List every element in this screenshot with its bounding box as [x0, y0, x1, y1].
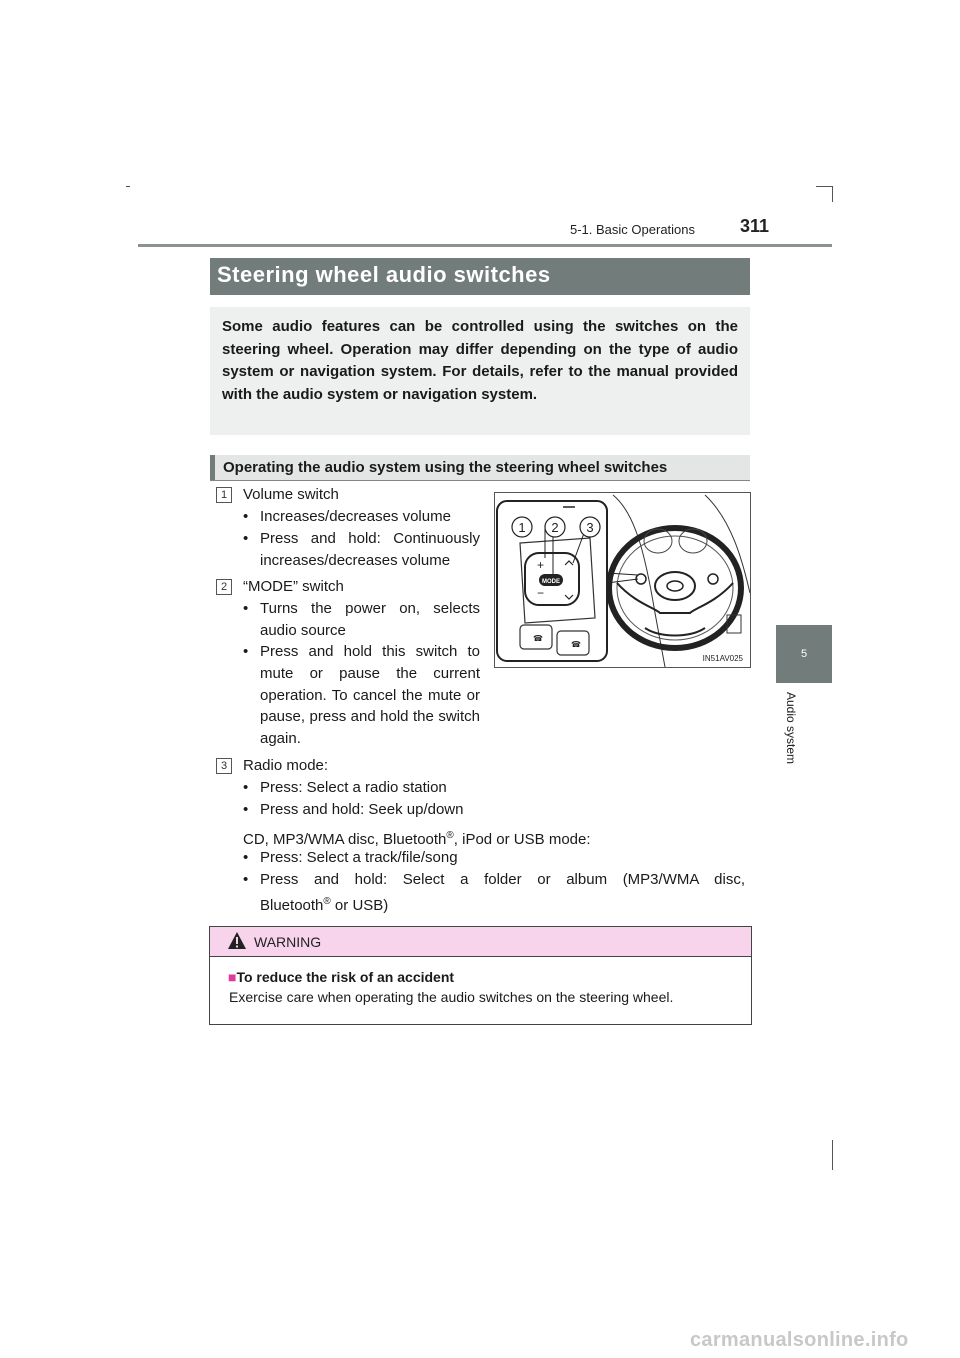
chapter-label-text: Audio system: [784, 692, 798, 765]
callout-3: 3: [586, 520, 594, 535]
crop-mark: [816, 186, 833, 187]
item-title: Volume switch: [243, 486, 339, 503]
chapter-tab[interactable]: 5: [776, 625, 832, 683]
callout-2: 2: [551, 520, 559, 535]
watermark: carmanualsonline.info: [690, 1329, 909, 1351]
bullet-text: Press: Select a radio station: [260, 779, 447, 796]
bullet-dot: •: [243, 849, 249, 866]
warning-box: [209, 926, 752, 1025]
warning-heading-text: To reduce the risk of an accident: [236, 969, 455, 985]
subsection-heading: [210, 455, 750, 481]
crop-mark: [832, 186, 833, 202]
bullet-text: Increases/decreases volume: [260, 508, 451, 525]
steering-wheel-illustration: [495, 493, 750, 667]
bullet-dot: •: [243, 779, 249, 796]
svg-text:−: −: [537, 586, 545, 600]
svg-text:☎: ☎: [571, 640, 581, 649]
crop-mark: [126, 186, 130, 187]
section-heading: 5-1. Basic Operations: [570, 222, 696, 237]
bullet-dot: •: [243, 530, 249, 547]
callout-1: 1: [518, 520, 526, 535]
warning-triangle-icon: [227, 931, 247, 950]
mode-text: MODE: [542, 579, 560, 585]
page-title: Steering wheel audio switches: [217, 262, 551, 287]
text-span: CD, MP3/WMA disc, Bluetooth: [243, 831, 447, 848]
item-title: “MODE” switch: [243, 578, 344, 595]
svg-text:☎: ☎: [533, 634, 543, 643]
chapter-label: [780, 692, 804, 802]
warning-label: WARNING: [254, 934, 322, 950]
bullet-dot: •: [243, 871, 249, 888]
bullet-text: Turns the power on, selects audio source: [260, 600, 480, 639]
bullet-text: Press and hold: Select a folder or album (MP3/WMA disc,: [260, 871, 745, 888]
crop-mark: [832, 1140, 833, 1170]
intro-box: [210, 307, 750, 435]
page-title-bar: [210, 258, 750, 295]
warning-header: [210, 927, 751, 957]
bullet-continuation: [260, 891, 560, 917]
subsection-heading-text: Operating the audio system using the steering wheel switches: [223, 459, 668, 476]
bullet-dot: •: [243, 600, 249, 617]
fig-code: IN51AV025: [702, 654, 743, 663]
bullet-text: Press and hold this switch to mute or pause the current operation. To cancel the mute or pause, press and hold the switch again.: [260, 643, 480, 748]
item-number-badge: 3: [216, 758, 232, 774]
svg-text:+: +: [537, 558, 545, 572]
registered-mark: ®: [446, 830, 454, 841]
warning-text: Exercise care when operating the audio switches on the steering wheel.: [229, 989, 674, 1005]
text-span: or USB): [330, 897, 389, 914]
warning-heading: [228, 969, 454, 985]
intro-text: Some audio features can be controlled using the switches on the steering wheel. Operation may differ depending on the type of audio system or navigation system. For details, refer to the manual provided with the audio system or navigation system.: [222, 318, 738, 403]
header-rule: [138, 244, 832, 247]
text-span: , iPod or USB mode:: [453, 831, 591, 848]
bullet-dot: •: [243, 643, 249, 660]
bullet-dot: •: [243, 508, 249, 525]
square-bullet-icon: ■: [228, 969, 237, 985]
steering-wheel-figure: [494, 492, 751, 668]
bullet-dot: •: [243, 801, 249, 818]
item-number-badge: 1: [216, 487, 232, 503]
item-title: Radio mode:: [243, 757, 329, 774]
text-span: Bluetooth: [260, 897, 324, 914]
registered-mark: ®: [323, 896, 331, 907]
bullet-text: Press and hold: Seek up/down: [260, 801, 464, 818]
page-number: 311: [740, 216, 770, 236]
heading-accent: [210, 455, 215, 480]
item-number-badge: 2: [216, 579, 232, 595]
bullet-text: Press and hold: Continuously increases/decreases volume: [260, 530, 480, 569]
bullet-text: Press: Select a track/file/song: [260, 849, 458, 866]
